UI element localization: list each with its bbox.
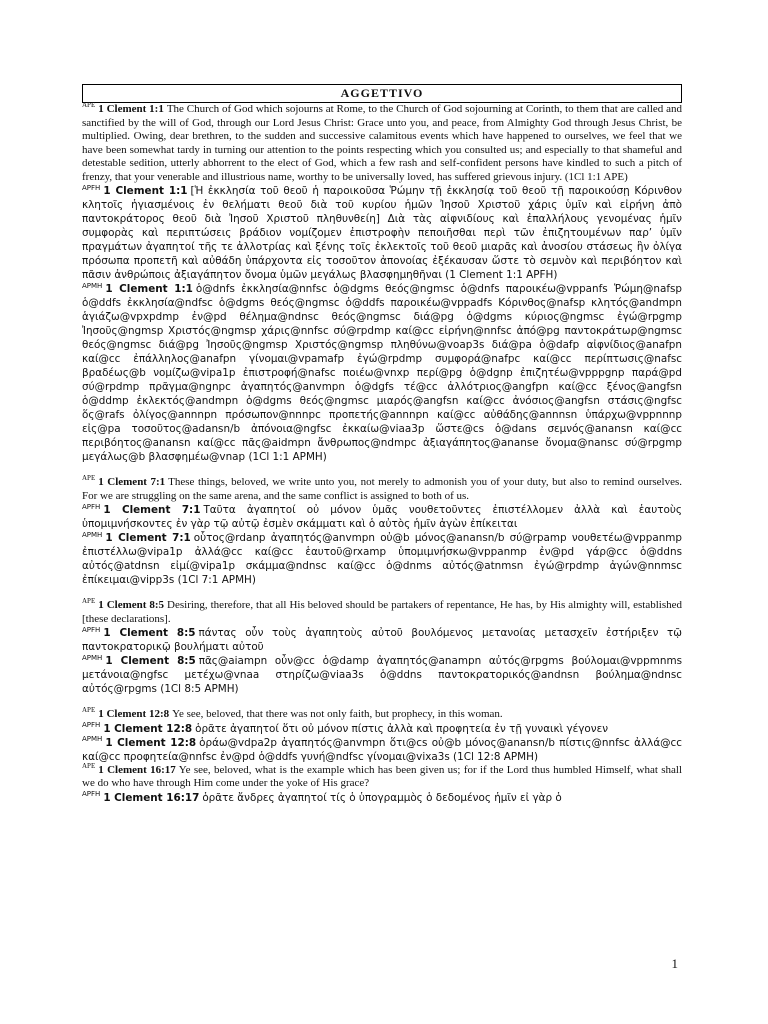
section-header: AGGETTIVO [82, 84, 682, 103]
source-tag: APFH [82, 721, 101, 730]
source-tag: APE [82, 101, 96, 110]
verse-reference: 1 Clement 8:5 [103, 627, 196, 639]
verse-text: The Church of God which sojourns at Rome, to the Church of God sojourning at Corinth, to them that are called and sanctified by the will of God, through our Lord Jesus Christ: Grace unto you, and peace, from Almighty God through Jesus Christ, be multiplied. Owing, dear brethren, to the sudden and successive calamitous events which have happened to ourselves, we feel that we have been somewhat tardy in turning our attention to the points respecting which you consulted us; and especially to that shameful and detestable sedition, utterly abhorrent to the elect of God, which a few rash and self-confident persons have kindled to such a pitch of frenzy, that your venerable and illustrious name, worthy to be universally loved, has suffered grievous injury. (1Cl 1:1 APE) [82, 103, 682, 183]
entry-paragraph [82, 282, 682, 464]
source-tag: APMH [82, 530, 103, 539]
source-tag: APFH [82, 183, 101, 192]
verse-reference: 1 Clement 1:1 [98, 103, 164, 115]
entry-paragraph [82, 654, 682, 696]
verse-reference: 1 Clement 8:5 [105, 655, 196, 667]
entry-paragraph [82, 761, 682, 791]
entry-paragraph [82, 184, 682, 282]
verse-reference: 1 Clement 1:1 [103, 185, 188, 197]
verse-text: Ye see, beloved, that there was not only faith, but prophecy, in this woman. [172, 708, 503, 720]
verse-text: Ye see, beloved, what is the example which has been given us; for if the Lord thus humbled Himself, what shall we do who have through Him come under the yoke of His grace? [82, 763, 682, 789]
verse-text: Ταῦτα ἀγαπητοί οὐ μόνον ὑμᾶς νουθετοῦντες ἐπιστέλλομεν ἀλλὰ καὶ ἑαυτοὺς ὑπομιμνήσκοντες ἐν γὰρ τῷ αὐτῷ ἐσμὲν σκάμματι καὶ ὁ αὐτὸς ἡμῖν ἀγὼν ἐπίκειται [82, 504, 682, 530]
verse-text: πᾶς@aiampn οὖν@cc ὁ@damp ἀγαπητός@anampn αὐτός@rpgms βούλομαι@vppmnms μετάνοια@ngfsc μετέχω@vnaa στηρίζω@viaa3s ὁ@ddns παντοκρατορικός@andnsn βούλημα@ndnsc αὐτός@rpgms (1Cl 8:5 APMH) [82, 655, 682, 695]
entry-paragraph [82, 791, 682, 805]
source-tag: APFH [82, 502, 101, 511]
entry-paragraph [82, 599, 682, 626]
verse-reference: 1 Clement 16:17 [103, 791, 200, 804]
verse-text: ὁρᾶτε ἄνδρες ἀγαπητοί τίς ὁ ὑπογραμμὸς ὁ δεδομένος ἡμῖν εἰ γὰρ ὁ [202, 791, 562, 804]
verse-reference: 1 Clement 1:1 [105, 283, 193, 295]
entry-list [82, 103, 682, 805]
entry-paragraph [82, 722, 682, 736]
verse-reference: 1 Clement 7:1 [98, 476, 166, 488]
verse-reference: 1 Clement 12:8 [103, 722, 193, 735]
source-tag: APMH [82, 735, 103, 744]
verse-reference: 1 Clement 8:5 [98, 599, 165, 611]
entry-paragraph [82, 103, 682, 184]
paragraph-gap [82, 464, 682, 476]
entry-paragraph [82, 708, 682, 722]
source-tag: APE [82, 597, 96, 606]
entry-paragraph [82, 503, 682, 531]
entry-paragraph [82, 531, 682, 587]
verse-text: πάντας οὖν τοὺς ἀγαπητοὺς αὐτοῦ βουλόμενος μετανοίας μετασχεῖν ἐστήριξεν τῷ παντοκρατορικῷ βουλήματι αὐτοῦ [82, 627, 682, 653]
verse-text: [Ἡ ἐκκλησία τοῦ θεοῦ ἡ παροικοῦσα Ῥώμην τῇ ἐκκλησίᾳ τοῦ θεοῦ τῇ παροικούσῃ Κόρινθον κλητοῖς ἡγιασμένοις ἐν θελήματι θεοῦ διὰ τοῦ κυρίου ἡμῶν Ἰησοῦ Χριστοῦ χάρις ὑμῖν καὶ εἰρήνη ἀπὸ παντοκράτορος θεοῦ διὰ Ἰησοῦ Χριστοῦ πληθυνθείη] Διὰ τὰς αἰφνιδίους καὶ ἐπαλλήλους γενομένας ἡμῖν συμφορὰς καὶ περιπτώσεις βράδιον νομίζομεν ἐπιστροφὴν πεποιῆσθαι περὶ τῶν ἐπιζητουμένων παρ’ ὑμῖν πραγμάτων ἀγαπητοί τῆς τε ἀλλοτρίας καὶ ξένης τοῖς ἐκλεκτοῖς τοῦ θεοῦ μιαρᾶς καὶ ἀνοσίου στάσεως ἣν ὀλίγα πρόσωπα προπετῆ καὶ αὐθάδη ὑπάρχοντα εἰς τοσοῦτον ἀπονοίας ἐξέκαυσαν ὥστε τὸ σεμνὸν καὶ περιβόητον καὶ πᾶσιν ἀνθρώποις ἀξιαγάπητον ὄνομα ὑμῶν μεγάλως βλασφημηθῆναι (1 Clement 1:1 APFH) [82, 185, 682, 281]
paragraph-gap [82, 696, 682, 708]
verse-reference: 1 Clement 7:1 [103, 504, 201, 516]
source-tag: APMH [82, 281, 103, 290]
source-tag: APE [82, 474, 96, 483]
entry-paragraph [82, 736, 682, 764]
verse-reference: 1 Clement 12:8 [98, 708, 170, 720]
page-number: 1 [671, 956, 678, 971]
source-tag: APE [82, 761, 96, 770]
source-tag: APFH [82, 790, 101, 799]
source-tag: APMH [82, 653, 103, 662]
verse-reference: 1 Clement 7:1 [105, 532, 191, 544]
verse-text: οὗτος@rdanp ἀγαπητός@anvmpn οὐ@b μόνος@anansn/b σύ@rpamp νουθετέω@vppanmp ἐπιστέλλω@vipa1p ἀλλά@cc καί@cc ἑαυτοῦ@rxamp ὑπομιμνήσκω@vppanmp ἐν@pd γάρ@cc ὁ@ddns αὐτός@atdnsn εἰμί@vipa1p σκάμμα@ndnsc καί@cc ὁ@dnms αὐτός@atnmsn ἐγώ@rpdmp ἀγών@nnmsc ἐπίκειμαι@vipp3s (1Cl 7:1 APMH) [82, 532, 683, 586]
entry-paragraph [82, 476, 682, 503]
verse-text: ὁρᾶτε ἀγαπητοί ὅτι οὐ μόνον πίστις ἀλλὰ καὶ προφητεία ἐν τῇ γυναικὶ γέγονεν [195, 722, 608, 735]
verse-reference: 1 Clement 16:17 [98, 763, 176, 776]
verse-text: Desiring, therefore, that all His beloved should be partakers of repentance, He has, by His almighty will, established [these declarations]. [82, 599, 682, 625]
source-tag: APE [82, 706, 96, 715]
verse-reference: 1 Clement 12:8 [105, 736, 197, 749]
document-page [82, 84, 682, 805]
verse-text: ὁράω@vdpa2p ἀγαπητός@anvmpn ὅτι@cs οὐ@b μόνος@anansn/b πίστις@nnfsc ἀλλά@cc καί@cc προφητεία@nnfsc ἐν@pd ὁ@ddfs γυνή@ndfsc γίνομαι@vixa3s (1Cl 12:8 APMH) [82, 736, 682, 763]
verse-text: These things, beloved, we write unto you, not merely to admonish you of your duty, but also to remind ourselves. For we are struggling on the same arena, and the same conflict is assigned to both of us. [82, 476, 683, 502]
verse-text: ὁ@dnfs ἐκκλησία@nnfsc ὁ@dgms θεός@ngmsc ὁ@dnfs παροικέω@vppanfs Ῥώμη@nafsp ὁ@ddfs ἐκκλησία@ndfsc ὁ@dgms θεός@ngmsc ὁ@ddfs παροικέω@vppadfs Κόρινθος@nafsp κλητός@andmpn ἁγιάζω@vpxpdmp ἐν@pd θέλημα@ndnsc θεός@ngmsc διά@pg ὁ@dgms κύριος@ngmsc ἐγώ@rpgmp Ἰησοῦς@ngmsp Χριστός@ngmsp χάρις@nnfsc σύ@rpdmp καί@cc εἰρήνη@nnfsc ἀπό@pg παντοκράτωρ@ngmsc θεός@ngmsc διά@pg Ἰησοῦς@ngmsp Χριστός@ngmsp πληθύνω@voap3s διά@pa ὁ@dafp αἰφνίδιος@anafpn καί@cc ἐπάλληλος@anafpn γίνομαι@vpamafp ἐγώ@rpdmp συμφορά@nafpc καί@cc περίπτωσις@nafsc βραδέως@b νομίζω@vipa1p ἐπιστροφή@nafsc ποιέω@vnxp περί@pg ὁ@dgnp ἐπιζητέω@vpppgnp παρά@pd σύ@rpdmp πρᾶγμα@ngnpc ἀγαπητός@anvmpn ὁ@dgfs τέ@cc ἀλλότριος@angfpn καί@cc ξένος@angfsn ὁ@ddmp ἐκλεκτός@andmpn ὁ@dgms θεός@ngmsc μιαρός@angfsn καί@cc ἀνόσιος@angfsn στάσις@ngfsc ὅς@rafs ὀλίγος@annnpn πρόσωπον@nnnpc προπετής@annnpn καί@cc αὐθάδης@annnsn ὑπάρχω@vppnnnp εἰς@pa τοσοῦτος@adansn/b ἀπόνοια@ngfsc ἐκκαίω@viaa3p ὥστε@cs ὁ@dans σεμνός@anansn καί@cc περιβόητος@anansn καί@cc πᾶς@aidmpn ἄνθρωπος@ndmpc ἀξιαγάπητος@ananse ὄνομα@nansc σύ@rpgmp μεγάλως@b βλασφημέω@vnap (1Cl 1:1 APMH) [82, 283, 682, 463]
source-tag: APFH [82, 625, 101, 634]
paragraph-gap [82, 587, 682, 599]
entry-paragraph [82, 626, 682, 654]
